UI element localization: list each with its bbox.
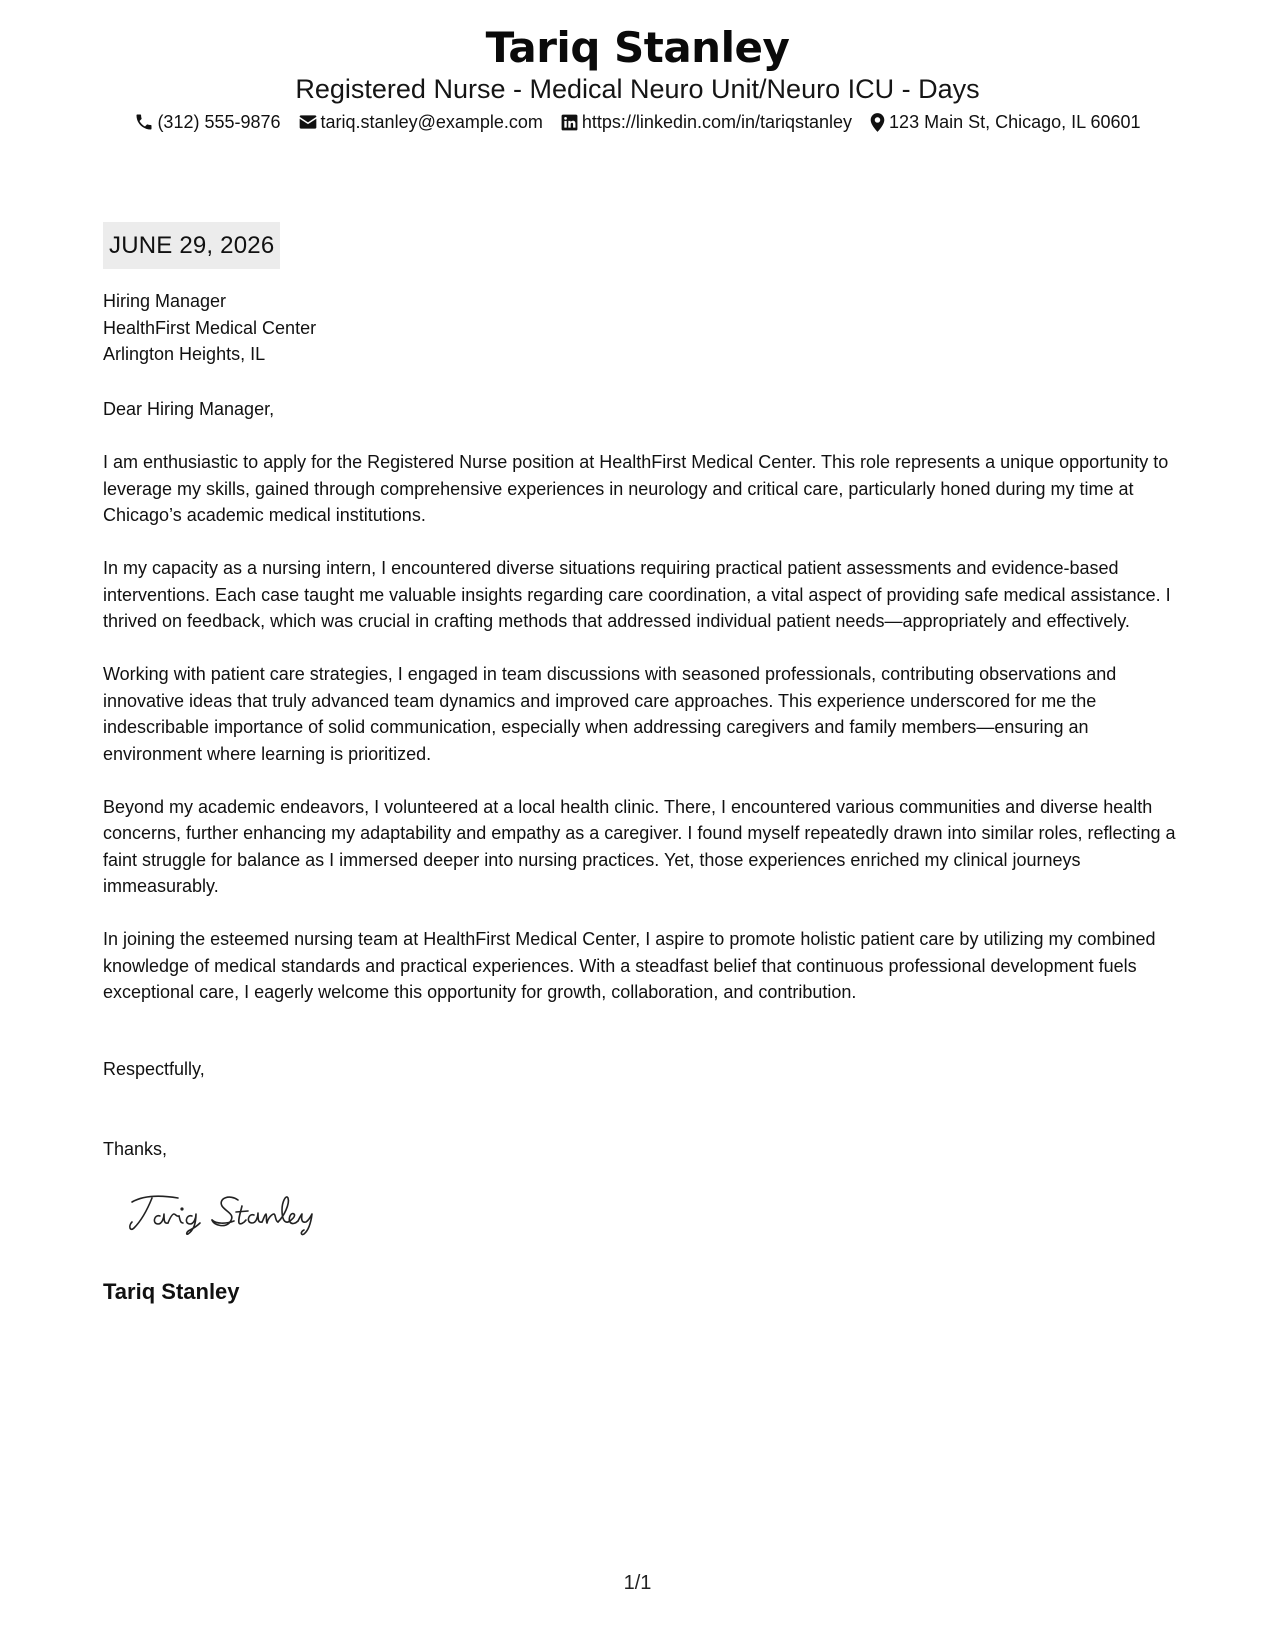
handwritten-signature — [126, 1188, 346, 1240]
page-number: 1/1 — [623, 1572, 652, 1594]
contact-linkedin — [560, 110, 852, 134]
contact-phone — [134, 110, 280, 134]
phone-icon — [134, 112, 154, 132]
linkedin-url: https://linkedin.com/in/tariqstanley — [581, 112, 853, 132]
street-address: 123 Main St, Chicago, IL 60601 — [889, 112, 1141, 132]
recipient-line: HealthFirst Medical Center — [103, 317, 317, 338]
body-paragraph: Beyond my academic endeavors, I volunteered at a local health clinic. There, I encountered various communities and diverse health concerns, further enhancing my adaptability and empathy as a caregiver. I found myself repeatedly drawn into similar roles, reflecting a faint struggle for balance as I immersed deeper into nursing practices. Yet, those experiences enriched my clinical journeys immeasurably. — [103, 796, 1176, 896]
body-paragraph: Working with patient care strategies, I engaged in team discussions with seasoned professionals, contributing observations and innovative ideas that truly advanced team dynamics and improved care approaches. This experience underscored for me the indescribable importance of solid communication, especially when addressing caregivers and family members—ensuring an environment where learning is prioritized. — [103, 664, 1117, 764]
letter-header — [0, 22, 1275, 134]
body-paragraph: In joining the esteemed nursing team at HealthFirst Medical Center, I aspire to promote holistic patient care by utilizing my combined knowledge of medical standards and practical experiences. With a steadfast belief that continuous professional development fuels exceptional care, I eagerly welcome this opportunity for growth, collaboration, and contribution. — [103, 929, 1156, 1002]
envelope-icon — [298, 112, 318, 132]
contact-address — [869, 110, 1141, 134]
phone-number: (312) 555-9876 — [157, 112, 281, 132]
letter-body — [103, 449, 1178, 1032]
body-paragraph: I am enthusiastic to apply for the Registered Nurse position at HealthFirst Medical Center. This role represents a unique opportunity to leverage my skills, gained through comprehensive experiences in neurology and critical care, particularly honed during my time at Chicago’s academic medical institutions. — [103, 452, 1169, 525]
signer-name: Tariq Stanley — [103, 1279, 240, 1304]
letter-date: JUNE 29, 2026 — [103, 222, 280, 269]
body-paragraph: In my capacity as a nursing intern, I encountered diverse situations requiring practical patient assessments and evidence-based interventions. Each case taught me valuable insights regarding care coordination, a vital aspect of providing safe medical assistance. I thrived on feedback, which was crucial in crafting methods that addressed individual patient needs—appropriately and effectively. — [103, 558, 1171, 631]
map-pin-icon — [869, 112, 886, 133]
closing: Respectfully, — [103, 1059, 205, 1079]
contact-bar — [0, 110, 1275, 134]
email-address: tariq.stanley@example.com — [320, 112, 543, 132]
contact-email — [298, 110, 543, 134]
thanks-line: Thanks, — [103, 1139, 168, 1159]
applicant-name: Tariq Stanley — [485, 23, 790, 72]
job-title: Registered Nurse - Medical Neuro Unit/Neuro ICU - Days — [295, 74, 980, 104]
recipient-line: Hiring Manager — [103, 291, 227, 311]
recipient-line: Arlington Heights, IL — [103, 344, 266, 364]
linkedin-icon — [560, 113, 579, 132]
salutation: Dear Hiring Manager, — [103, 399, 275, 419]
recipient-block — [103, 288, 1178, 368]
